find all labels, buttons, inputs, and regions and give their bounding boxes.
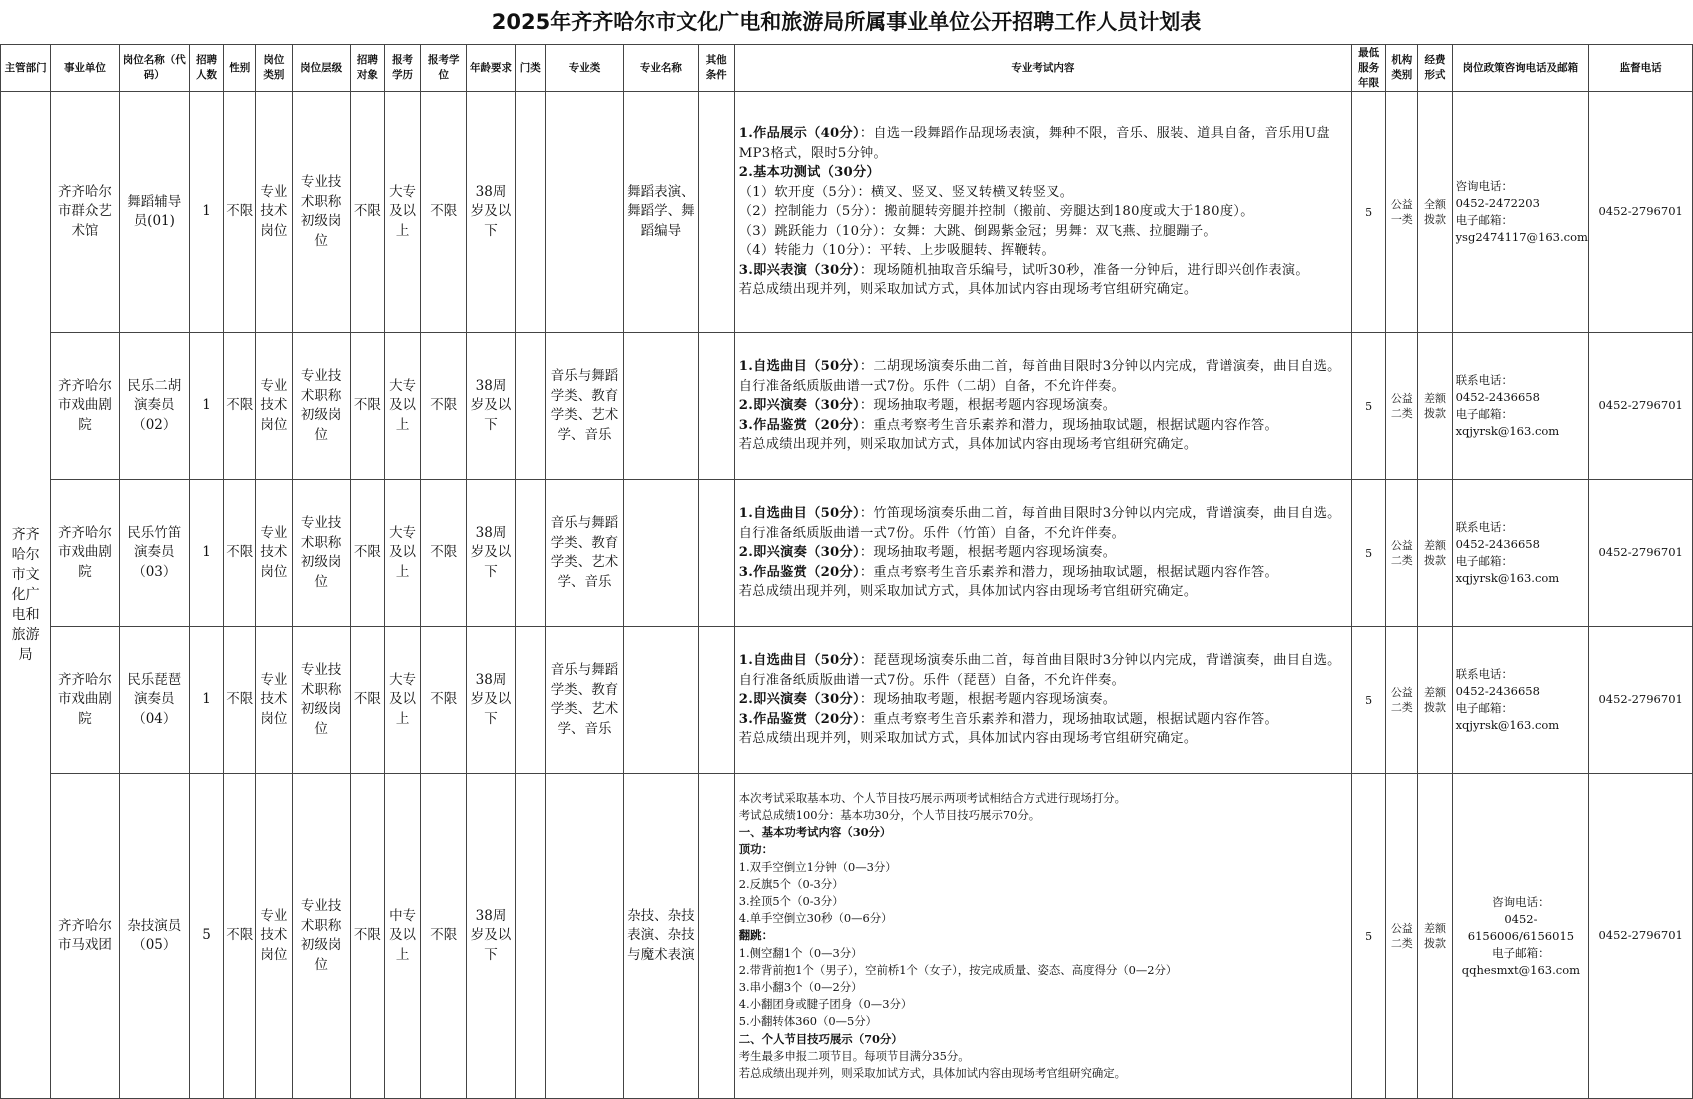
exam-line <box>739 790 1347 807</box>
category-class-cell <box>515 774 545 1099</box>
other-cell <box>698 627 734 774</box>
exam-line <box>739 582 1347 602</box>
exam-content-cell <box>734 92 1351 333</box>
post-cell: 民乐竹笛演奏员（03） <box>119 480 189 627</box>
exam-line <box>739 504 1347 543</box>
email-label: 电子邮箱： <box>1455 407 1514 421</box>
org-type-cell: 公益二类 <box>1386 627 1418 774</box>
category-class-cell <box>515 92 545 333</box>
consult-label: 咨询电话： <box>1492 894 1550 909</box>
category-class-cell <box>515 627 545 774</box>
service-cell: 5 <box>1352 92 1386 333</box>
exam-line <box>739 729 1347 749</box>
major-class-cell: 音乐与舞蹈学类、教育学类、艺术学、音乐 <box>545 480 623 627</box>
header-org-type: 机构类别 <box>1386 45 1418 92</box>
exam-line <box>739 396 1347 416</box>
header-level: 岗位层级 <box>292 45 350 92</box>
exam-line <box>739 651 1347 690</box>
major-class-cell: 音乐与舞蹈学类、教育学类、艺术学、音乐 <box>545 333 623 480</box>
exam-line <box>739 927 1347 944</box>
email-link[interactable]: xqjyrsk@163.com <box>1455 718 1560 732</box>
exam-heading: 一、基本功考试内容（30分） <box>738 825 892 840</box>
exam-line <box>739 962 1347 979</box>
funding-cell: 差额拨款 <box>1418 333 1452 480</box>
target-cell: 不限 <box>350 480 384 627</box>
exam-text: ：二胡现场演奏乐曲二首，每首曲目限时3分钟以内完成，背谱演奏，曲目自选。自行准备纸质版曲谱一式7份。乐件（二胡）自备，不允许伴奏。 <box>738 359 1341 394</box>
exam-line <box>739 435 1347 455</box>
exam-text: ：现场随机抽取音乐编号，试听30秒，准备一分钟后，进行即兴创作表演。 <box>859 262 1309 278</box>
exam-line <box>739 876 1347 893</box>
header-target: 招聘对象 <box>350 45 384 92</box>
table-row <box>1 627 1693 774</box>
post-type-cell: 专业技术岗位 <box>256 92 292 333</box>
exam-heading: 2.基本功测试（30分） <box>738 165 880 181</box>
exam-text: （4）转能力（10分）：平转、上步吸腿转、挥鞭转。 <box>738 243 1055 259</box>
consult-phone: 0452-2436658 <box>1455 537 1540 551</box>
supervise-phone-cell: 0452-2796701 <box>1589 774 1693 1099</box>
exam-line <box>739 543 1347 563</box>
consult-phone: 0452-2436658 <box>1455 390 1540 404</box>
age-cell: 38周岁及以下 <box>467 480 515 627</box>
consult-cell <box>1452 92 1589 333</box>
unit-cell: 齐齐哈尔市马戏团 <box>51 774 119 1099</box>
major-name-cell <box>624 627 698 774</box>
unit-cell: 齐齐哈尔市戏曲剧院 <box>51 480 119 627</box>
count-cell: 1 <box>189 333 223 480</box>
exam-text: 2.反旗5个（0-3分） <box>738 876 844 891</box>
header-post: 岗位名称（代码） <box>119 45 189 92</box>
exam-line <box>739 202 1347 222</box>
header-major-name: 专业名称 <box>624 45 698 92</box>
exam-text: 1.侧空翻1个（0—3分） <box>738 945 863 960</box>
exam-line <box>739 690 1347 710</box>
consult-cell <box>1452 333 1589 480</box>
recruitment-table <box>0 44 1693 1099</box>
exam-line <box>739 945 1347 962</box>
exam-content-cell <box>734 774 1351 1099</box>
post-cell: 民乐二胡演奏员（02） <box>119 333 189 480</box>
exam-line <box>739 859 1347 876</box>
exam-line <box>739 893 1347 910</box>
post-type-cell: 专业技术岗位 <box>256 627 292 774</box>
age-cell: 38周岁及以下 <box>467 333 515 480</box>
exam-heading: 3.作品鉴赏（20分） <box>738 564 860 580</box>
major-name-cell <box>624 480 698 627</box>
exam-line <box>739 1013 1347 1030</box>
major-name-cell: 舞蹈表演、舞蹈学、舞蹈编导 <box>624 92 698 333</box>
other-cell <box>698 92 734 333</box>
exam-content-cell <box>734 480 1351 627</box>
level-cell: 专业技术职称初级岗位 <box>292 333 350 480</box>
age-cell: 38周岁及以下 <box>467 627 515 774</box>
header-major-class: 专业类 <box>545 45 623 92</box>
exam-heading: 2.即兴演奏（30分） <box>738 545 860 561</box>
category-class-cell <box>515 480 545 627</box>
exam-text: ：琵琶现场演奏乐曲二首，每首曲目限时3分钟以内完成，背谱演奏，曲目自选。自行准备纸质版曲谱一式7份。乐件（琵琶）自备，不允许伴奏。 <box>738 653 1341 688</box>
service-cell: 5 <box>1352 333 1386 480</box>
consult-phone: 0452-2436658 <box>1455 684 1540 698</box>
exam-heading: 3.即兴表演（30分） <box>738 262 860 278</box>
level-cell: 专业技术职称初级岗位 <box>292 92 350 333</box>
major-name-cell: 杂技、杂技表演、杂技与魔术表演 <box>624 774 698 1099</box>
exam-text: 考试总成绩100分：基本功30分，个人节目技巧展示70分。 <box>738 807 1041 822</box>
header-dept: 主管部门 <box>1 45 51 92</box>
consult-phone: 0452-2472203 <box>1455 196 1540 210</box>
supervise-phone-cell: 0452-2796701 <box>1589 333 1693 480</box>
exam-line <box>739 710 1347 730</box>
funding-cell: 差额拨款 <box>1418 480 1452 627</box>
exam-text: 若总成绩出现并列，则采取加试方式，具体加试内容由现场考官组研究确定。 <box>738 437 1198 453</box>
other-cell <box>698 774 734 1099</box>
header-post-type: 岗位类别 <box>256 45 292 92</box>
service-cell: 5 <box>1352 627 1386 774</box>
exam-text: 若总成绩出现并列，则采取加试方式，具体加试内容由现场考官组研究确定。 <box>738 584 1198 600</box>
age-cell: 38周岁及以下 <box>467 92 515 333</box>
header-consult: 岗位政策咨询电话及邮箱 <box>1452 45 1589 92</box>
degree-cell: 不限 <box>421 92 467 333</box>
post-cell: 舞蹈辅导员(01) <box>119 92 189 333</box>
table-row <box>1 333 1693 480</box>
exam-text: （2）控制能力（5分）：搬前腿转旁腿并控制（搬前、旁腿达到180度或大于180度）。 <box>738 204 1254 220</box>
email-label: 电子邮箱： <box>1492 945 1550 960</box>
exam-line <box>739 824 1347 841</box>
exam-heading: 翻跳： <box>738 928 773 943</box>
exam-heading: 1.自选曲目（50分） <box>738 506 860 522</box>
degree-cell: 不限 <box>421 333 467 480</box>
department-cell: 齐齐哈尔市文化广电和旅游局 <box>1 92 51 1099</box>
exam-heading: 2.即兴演奏（30分） <box>738 692 860 708</box>
target-cell: 不限 <box>350 774 384 1099</box>
consult-label: 联系电话： <box>1455 373 1514 387</box>
exam-heading: 1.自选曲目（50分） <box>738 653 860 669</box>
header-age: 年龄要求 <box>467 45 515 92</box>
other-cell <box>698 480 734 627</box>
email-link[interactable]: ysg2474117@163.com <box>1455 230 1588 244</box>
header-unit: 事业单位 <box>51 45 119 92</box>
consult-cell <box>1452 774 1589 1099</box>
header-funding: 经费形式 <box>1418 45 1452 92</box>
exam-text: ：现场抽取考题，根据考题内容现场演奏。 <box>859 398 1117 414</box>
exam-line <box>739 241 1347 261</box>
other-cell <box>698 333 734 480</box>
org-type-cell: 公益一类 <box>1386 92 1418 333</box>
header-gender: 性别 <box>224 45 256 92</box>
education-cell: 大专及以上 <box>384 627 420 774</box>
degree-cell: 不限 <box>421 480 467 627</box>
consult-label: 咨询电话： <box>1455 179 1514 193</box>
header-row <box>1 45 1693 92</box>
target-cell: 不限 <box>350 92 384 333</box>
funding-cell: 差额拨款 <box>1418 627 1452 774</box>
org-type-cell: 公益二类 <box>1386 333 1418 480</box>
supervise-phone-cell: 0452-2796701 <box>1589 627 1693 774</box>
service-cell: 5 <box>1352 480 1386 627</box>
consult-cell <box>1452 480 1589 627</box>
exam-line <box>739 163 1347 183</box>
major-class-cell <box>545 774 623 1099</box>
post-type-cell: 专业技术岗位 <box>256 480 292 627</box>
funding-cell: 全额拨款 <box>1418 92 1452 333</box>
exam-text: 考生最多申报二项节目。每项节目满分35分。 <box>738 1048 970 1063</box>
unit-cell: 齐齐哈尔市戏曲剧院 <box>51 627 119 774</box>
exam-line <box>739 1048 1347 1065</box>
exam-text: 若总成绩出现并列，则采取加试方式，具体加试内容由现场考官组研究确定。 <box>738 731 1198 747</box>
level-cell: 专业技术职称初级岗位 <box>292 627 350 774</box>
exam-text: ：自选一段舞蹈作品现场表演，舞种不限，音乐、服装、道具自备，音乐用U盘MP3格式，限时5分钟。 <box>738 126 1330 161</box>
email-link[interactable]: xqjyrsk@163.com <box>1455 424 1560 438</box>
exam-text: 4.小翻团身或腱子团身（0—3分） <box>738 997 913 1012</box>
exam-line <box>739 979 1347 996</box>
header-count: 招聘人数 <box>189 45 223 92</box>
exam-text: 2.带背前抱1个（男子），空前桥1个（女子），按完成质量、姿态、高度得分（0—2分） <box>738 962 1178 977</box>
exam-content-cell <box>734 333 1351 480</box>
degree-cell: 不限 <box>421 627 467 774</box>
education-cell: 大专及以上 <box>384 480 420 627</box>
header-exam: 专业考试内容 <box>734 45 1351 92</box>
post-type-cell: 专业技术岗位 <box>256 333 292 480</box>
org-type-cell: 公益二类 <box>1386 774 1418 1099</box>
header-category-class: 门类 <box>515 45 545 92</box>
post-type-cell: 专业技术岗位 <box>256 774 292 1099</box>
degree-cell: 不限 <box>421 774 467 1099</box>
exam-text: 3.串小翻3个（0—2分） <box>738 980 863 994</box>
exam-heading: 1.作品展示（40分） <box>738 126 860 142</box>
exam-text: 3.拴顶5个（0-3分） <box>738 893 844 908</box>
major-class-cell <box>545 92 623 333</box>
post-cell: 民乐琵琶演奏员（04） <box>119 627 189 774</box>
supervise-phone-cell: 0452-2796701 <box>1589 92 1693 333</box>
email-label: 电子邮箱： <box>1455 554 1514 568</box>
header-supervise: 监督电话 <box>1589 45 1693 92</box>
exam-heading: 1.自选曲目（50分） <box>738 359 860 375</box>
count-cell: 5 <box>189 774 223 1099</box>
exam-text: （1）软开度（5分）：横叉、竖叉、竖叉转横叉转竖叉。 <box>738 184 1074 200</box>
header-other: 其他条件 <box>698 45 734 92</box>
exam-line <box>739 222 1347 242</box>
header-degree: 报考学位 <box>421 45 467 92</box>
exam-content-cell <box>734 627 1351 774</box>
email-link[interactable]: qqhesmxt@163.com <box>1461 962 1581 977</box>
exam-text: 1.双手空倒立1分钟（0—3分） <box>738 859 897 874</box>
count-cell: 1 <box>189 480 223 627</box>
exam-line <box>739 124 1347 163</box>
exam-line <box>739 910 1347 927</box>
email-link[interactable]: xqjyrsk@163.com <box>1455 571 1560 585</box>
exam-text: ：现场抽取考题，根据考题内容现场演奏。 <box>859 545 1117 561</box>
major-class-cell: 音乐与舞蹈学类、教育学类、艺术学、音乐 <box>545 627 623 774</box>
exam-line <box>739 563 1347 583</box>
unit-cell: 齐齐哈尔市群众艺术馆 <box>51 92 119 333</box>
gender-cell: 不限 <box>224 480 256 627</box>
exam-line <box>739 841 1347 858</box>
unit-cell: 齐齐哈尔市戏曲剧院 <box>51 333 119 480</box>
level-cell: 专业技术职称初级岗位 <box>292 480 350 627</box>
table-row <box>1 92 1693 333</box>
exam-heading: 3.作品鉴赏（20分） <box>738 417 860 433</box>
category-class-cell <box>515 333 545 480</box>
exam-heading: 顶功： <box>738 842 773 857</box>
gender-cell: 不限 <box>224 92 256 333</box>
exam-text: 4.单手空倒立30秒（0—6分） <box>738 911 893 926</box>
consult-cell <box>1452 627 1589 774</box>
exam-text: ：重点考察考生音乐素养和潜力，现场抽取试题，根据试题内容作答。 <box>859 417 1279 433</box>
funding-cell: 差额拨款 <box>1418 774 1452 1099</box>
org-type-cell: 公益二类 <box>1386 480 1418 627</box>
age-cell: 38周岁及以下 <box>467 774 515 1099</box>
exam-line <box>739 280 1347 300</box>
gender-cell: 不限 <box>224 333 256 480</box>
exam-heading: 2.即兴演奏（30分） <box>738 398 860 414</box>
exam-text: 若总成绩出现并列，则采取加试方式，具体加试内容由现场考官组研究确定。 <box>738 1066 1127 1081</box>
major-name-cell <box>624 333 698 480</box>
service-cell: 5 <box>1352 774 1386 1099</box>
exam-line <box>739 807 1347 824</box>
exam-line <box>739 416 1347 436</box>
page-title: 2025年齐齐哈尔市文化广电和旅游局所属事业单位公开招聘工作人员计划表 <box>0 0 1693 45</box>
table-row <box>1 480 1693 627</box>
exam-text: 本次考试采取基本功、个人节目技巧展示两项考试相结合方式进行现场打分。 <box>738 790 1127 805</box>
exam-text: ：现场抽取考题，根据考题内容现场演奏。 <box>859 692 1117 708</box>
consult-phone: 0452-6156006/6156015 <box>1467 911 1575 943</box>
exam-line <box>739 261 1347 281</box>
gender-cell: 不限 <box>224 774 256 1099</box>
header-service: 最低服务年限 <box>1352 45 1386 92</box>
education-cell: 中专及以上 <box>384 774 420 1099</box>
exam-text: 若总成绩出现并列，则采取加试方式，具体加试内容由现场考官组研究确定。 <box>738 282 1198 298</box>
exam-heading: 二、个人节目技巧展示（70分） <box>738 1031 903 1046</box>
exam-line <box>739 183 1347 203</box>
exam-text: ：重点考察考生音乐素养和潜力，现场抽取试题，根据试题内容作答。 <box>859 564 1279 580</box>
consult-label: 联系电话： <box>1455 520 1514 534</box>
exam-line <box>739 1031 1347 1048</box>
supervise-phone-cell: 0452-2796701 <box>1589 480 1693 627</box>
target-cell: 不限 <box>350 627 384 774</box>
gender-cell: 不限 <box>224 627 256 774</box>
education-cell: 大专及以上 <box>384 92 420 333</box>
email-label: 电子邮箱： <box>1455 213 1514 227</box>
consult-label: 联系电话： <box>1455 667 1514 681</box>
count-cell: 1 <box>189 92 223 333</box>
exam-text: ：竹笛现场演奏乐曲二首，每首曲目限时3分钟以内完成，背谱演奏，曲目自选。自行准备纸质版曲谱一式7份。乐件（竹笛）自备，不允许伴奏。 <box>738 506 1341 541</box>
education-cell: 大专及以上 <box>384 333 420 480</box>
level-cell: 专业技术职称初级岗位 <box>292 774 350 1099</box>
exam-line <box>739 996 1347 1013</box>
exam-text: ：重点考察考生音乐素养和潜力，现场抽取试题，根据试题内容作答。 <box>859 711 1279 727</box>
exam-text: 5.小翻转体360（0—5分） <box>738 1014 878 1029</box>
count-cell: 1 <box>189 627 223 774</box>
exam-heading: 3.作品鉴赏（20分） <box>738 711 860 727</box>
exam-line <box>739 357 1347 396</box>
target-cell: 不限 <box>350 333 384 480</box>
header-education: 报考学历 <box>384 45 420 92</box>
email-label: 电子邮箱： <box>1455 701 1514 715</box>
table-row <box>1 774 1693 1099</box>
post-cell: 杂技演员（05） <box>119 774 189 1099</box>
exam-text: （3）跳跃能力（10分）：女舞：大跳、倒踢紫金冠；男舞：双飞燕、拉腿蹦子。 <box>738 223 1217 239</box>
